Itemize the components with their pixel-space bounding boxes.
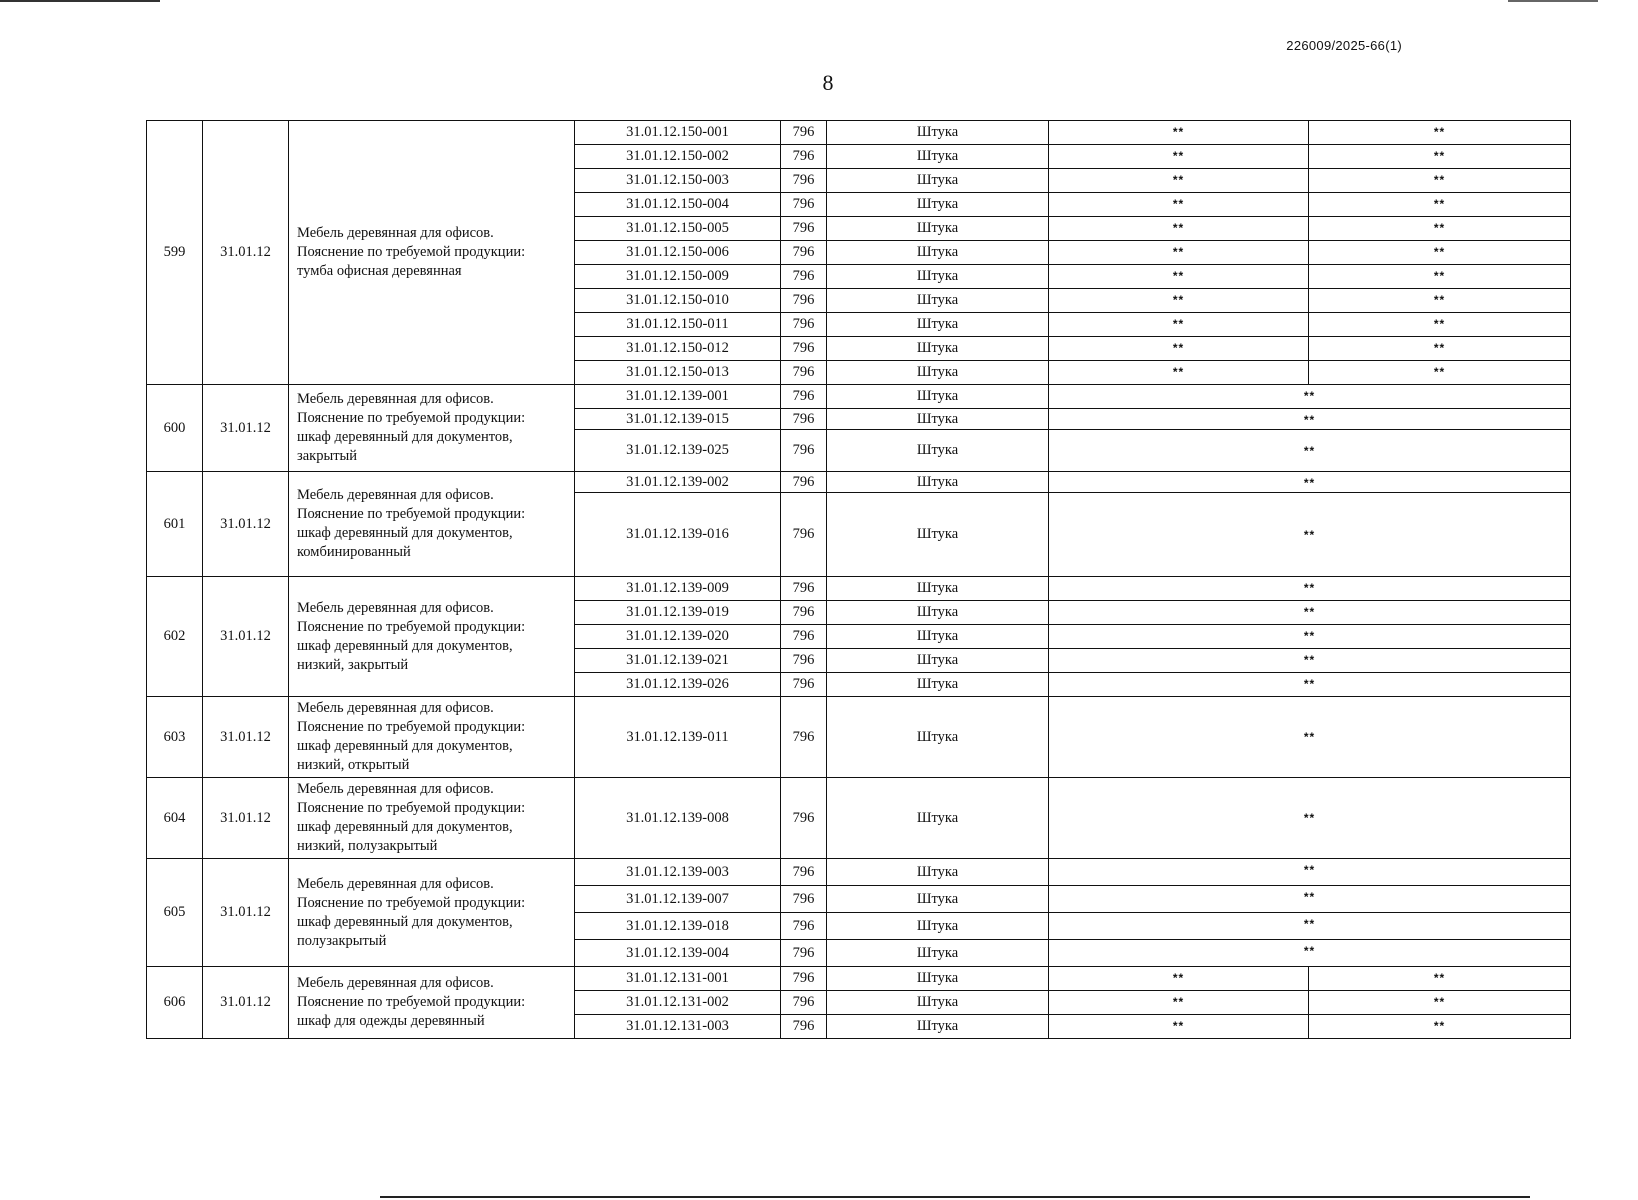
product-description xyxy=(289,121,575,385)
okei-code: 796 xyxy=(781,289,827,313)
value-placeholder: ** xyxy=(1049,472,1571,493)
description-line: Пояснение по требуемой продукции: xyxy=(297,410,526,426)
value-placeholder: ** xyxy=(1049,493,1571,577)
value-placeholder: ** xyxy=(1049,385,1571,409)
value-placeholder: ** xyxy=(1049,289,1309,313)
row-number: 604 xyxy=(147,778,203,859)
okpd-code: 31.01.12 xyxy=(203,577,289,697)
value-placeholder: ** xyxy=(1049,859,1571,886)
unit-name: Штука xyxy=(827,145,1049,169)
unit-name: Штука xyxy=(827,409,1049,430)
row-number: 605 xyxy=(147,859,203,967)
value-placeholder: ** xyxy=(1309,991,1571,1015)
description-line: Пояснение по требуемой продукции: xyxy=(297,506,526,522)
value-placeholder: ** xyxy=(1049,265,1309,289)
description-line: шкаф деревянный для документов, xyxy=(297,738,513,754)
product-description xyxy=(289,385,575,472)
unit-name: Штука xyxy=(827,940,1049,967)
table-row xyxy=(147,859,1571,886)
unit-name: Штука xyxy=(827,991,1049,1015)
scan-edge-line xyxy=(0,0,160,2)
unit-name: Штука xyxy=(827,472,1049,493)
value-placeholder: ** xyxy=(1049,1015,1309,1039)
okei-code: 796 xyxy=(781,361,827,385)
description-line: Пояснение по требуемой продукции: xyxy=(297,618,526,635)
value-placeholder: ** xyxy=(1049,313,1309,337)
value-placeholder: ** xyxy=(1309,265,1571,289)
unit-name: Штука xyxy=(827,193,1049,217)
okei-code: 796 xyxy=(781,913,827,940)
description-line: шкаф для одежды деревянный xyxy=(297,1013,485,1029)
description-line: закрытый xyxy=(297,448,358,464)
okei-code: 796 xyxy=(781,241,827,265)
description-line: Мебель деревянная для офисов. xyxy=(297,225,494,241)
product-description xyxy=(289,472,575,577)
okpd-code: 31.01.12 xyxy=(203,385,289,472)
unit-name: Штука xyxy=(827,217,1049,241)
okei-code: 796 xyxy=(781,193,827,217)
unit-name: Штука xyxy=(827,625,1049,649)
unit-name: Штука xyxy=(827,169,1049,193)
ktru-code: 31.01.12.139-015 xyxy=(575,409,781,430)
value-placeholder: ** xyxy=(1049,673,1571,697)
unit-name: Штука xyxy=(827,1015,1049,1039)
value-placeholder: ** xyxy=(1309,967,1571,991)
value-placeholder: ** xyxy=(1309,217,1571,241)
unit-name: Штука xyxy=(827,673,1049,697)
value-placeholder: ** xyxy=(1049,778,1571,859)
unit-name: Штука xyxy=(827,859,1049,886)
description-line: Мебель деревянная для офисов. xyxy=(297,975,494,991)
description-line: Мебель деревянная для офисов. xyxy=(297,391,494,407)
description-line: шкаф деревянный для документов, xyxy=(297,637,513,654)
ktru-code: 31.01.12.139-007 xyxy=(575,886,781,913)
value-placeholder: ** xyxy=(1049,601,1571,625)
value-placeholder: ** xyxy=(1049,649,1571,673)
product-description xyxy=(289,778,575,859)
ktru-code: 31.01.12.131-003 xyxy=(575,1015,781,1039)
description-line: полузакрытый xyxy=(297,932,387,949)
product-description xyxy=(289,697,575,778)
description-line: Пояснение по требуемой продукции: xyxy=(297,800,526,816)
value-placeholder: ** xyxy=(1049,409,1571,430)
unit-name: Штука xyxy=(827,385,1049,409)
row-number: 601 xyxy=(147,472,203,577)
ktru-code: 31.01.12.139-018 xyxy=(575,913,781,940)
okei-code: 796 xyxy=(781,430,827,472)
description-line: Пояснение по требуемой продукции: xyxy=(297,894,526,911)
okei-code: 796 xyxy=(781,778,827,859)
okpd-code: 31.01.12 xyxy=(203,121,289,385)
value-placeholder: ** xyxy=(1309,145,1571,169)
table-row xyxy=(147,577,1571,601)
product-description xyxy=(289,859,575,967)
table-body xyxy=(147,121,1571,1039)
row-number: 602 xyxy=(147,577,203,697)
description-line: комбинированный xyxy=(297,544,411,560)
ktru-code: 31.01.12.150-004 xyxy=(575,193,781,217)
ktru-code: 31.01.12.139-008 xyxy=(575,778,781,859)
ktru-code: 31.01.12.150-003 xyxy=(575,169,781,193)
table-row xyxy=(147,697,1571,778)
value-placeholder: ** xyxy=(1049,577,1571,601)
description-line: Мебель деревянная для офисов. xyxy=(297,599,494,616)
value-placeholder: ** xyxy=(1049,121,1309,145)
page-number: 8 xyxy=(822,70,834,95)
ktru-code: 31.01.12.139-009 xyxy=(575,577,781,601)
value-placeholder: ** xyxy=(1049,625,1571,649)
value-placeholder: ** xyxy=(1049,169,1309,193)
row-number: 603 xyxy=(147,697,203,778)
ktru-code: 31.01.12.139-011 xyxy=(575,697,781,778)
value-placeholder: ** xyxy=(1309,1015,1571,1039)
value-placeholder: ** xyxy=(1049,967,1309,991)
description-line: шкаф деревянный для документов, xyxy=(297,525,513,541)
description-line: Пояснение по требуемой продукции: xyxy=(297,719,526,735)
description-line: Мебель деревянная для офисов. xyxy=(297,700,494,716)
unit-name: Штука xyxy=(827,697,1049,778)
description-line: Пояснение по требуемой продукции: xyxy=(297,244,526,260)
row-number: 599 xyxy=(147,121,203,385)
okei-code: 796 xyxy=(781,577,827,601)
unit-name: Штука xyxy=(827,886,1049,913)
unit-name: Штука xyxy=(827,361,1049,385)
ktru-code: 31.01.12.150-009 xyxy=(575,265,781,289)
okei-code: 796 xyxy=(781,217,827,241)
okpd-code: 31.01.12 xyxy=(203,697,289,778)
description-line: шкаф деревянный для документов, xyxy=(297,913,513,930)
okei-code: 796 xyxy=(781,940,827,967)
value-placeholder: ** xyxy=(1049,145,1309,169)
value-placeholder: ** xyxy=(1049,913,1571,940)
okei-code: 796 xyxy=(781,601,827,625)
okei-code: 796 xyxy=(781,1015,827,1039)
value-placeholder: ** xyxy=(1049,940,1571,967)
ktru-code: 31.01.12.139-001 xyxy=(575,385,781,409)
value-placeholder: ** xyxy=(1049,430,1571,472)
table-row xyxy=(147,121,1571,145)
ktru-code: 31.01.12.139-003 xyxy=(575,859,781,886)
okei-code: 796 xyxy=(781,265,827,289)
okei-code: 796 xyxy=(781,967,827,991)
ktru-code: 31.01.12.150-012 xyxy=(575,337,781,361)
ktru-code: 31.01.12.150-006 xyxy=(575,241,781,265)
row-number: 600 xyxy=(147,385,203,472)
okei-code: 796 xyxy=(781,337,827,361)
scan-edge-line xyxy=(380,1196,1530,1198)
value-placeholder: ** xyxy=(1049,991,1309,1015)
okei-code: 796 xyxy=(781,859,827,886)
ktru-code: 31.01.12.139-016 xyxy=(575,493,781,577)
value-placeholder: ** xyxy=(1309,121,1571,145)
okei-code: 796 xyxy=(781,991,827,1015)
table-row xyxy=(147,385,1571,409)
ktru-code: 31.01.12.150-002 xyxy=(575,145,781,169)
document-number: 226009/2025-66(1) xyxy=(1286,38,1402,53)
unit-name: Штука xyxy=(827,493,1049,577)
table-row xyxy=(147,778,1571,859)
okei-code: 796 xyxy=(781,886,827,913)
okei-code: 796 xyxy=(781,121,827,145)
ktru-code: 31.01.12.139-002 xyxy=(575,472,781,493)
product-description xyxy=(289,577,575,697)
unit-name: Штука xyxy=(827,601,1049,625)
description-line: Пояснение по требуемой продукции: xyxy=(297,994,526,1010)
row-number: 606 xyxy=(147,967,203,1039)
unit-name: Штука xyxy=(827,337,1049,361)
value-placeholder: ** xyxy=(1049,217,1309,241)
ktru-code: 31.01.12.139-004 xyxy=(575,940,781,967)
ktru-code: 31.01.12.139-021 xyxy=(575,649,781,673)
okei-code: 796 xyxy=(781,169,827,193)
product-description xyxy=(289,967,575,1039)
unit-name: Штука xyxy=(827,313,1049,337)
ktru-code: 31.01.12.150-011 xyxy=(575,313,781,337)
ktru-code: 31.01.12.139-019 xyxy=(575,601,781,625)
value-placeholder: ** xyxy=(1309,289,1571,313)
okei-code: 796 xyxy=(781,673,827,697)
value-placeholder: ** xyxy=(1309,313,1571,337)
value-placeholder: ** xyxy=(1049,886,1571,913)
unit-name: Штука xyxy=(827,649,1049,673)
okei-code: 796 xyxy=(781,409,827,430)
unit-name: Штука xyxy=(827,430,1049,472)
value-placeholder: ** xyxy=(1049,361,1309,385)
okei-code: 796 xyxy=(781,697,827,778)
value-placeholder: ** xyxy=(1309,337,1571,361)
ktru-code: 31.01.12.139-026 xyxy=(575,673,781,697)
okpd-code: 31.01.12 xyxy=(203,859,289,967)
ktru-code: 31.01.12.150-001 xyxy=(575,121,781,145)
okpd-code: 31.01.12 xyxy=(203,967,289,1039)
ktru-code: 31.01.12.150-005 xyxy=(575,217,781,241)
okei-code: 796 xyxy=(781,472,827,493)
value-placeholder: ** xyxy=(1309,169,1571,193)
okpd-code: 31.01.12 xyxy=(203,778,289,859)
okei-code: 796 xyxy=(781,385,827,409)
value-placeholder: ** xyxy=(1049,241,1309,265)
okei-code: 796 xyxy=(781,493,827,577)
description-line: шкаф деревянный для документов, xyxy=(297,429,513,445)
table-row xyxy=(147,967,1571,991)
table-row xyxy=(147,472,1571,493)
ktru-code: 31.01.12.139-020 xyxy=(575,625,781,649)
description-line: низкий, закрытый xyxy=(297,656,409,673)
ktru-code: 31.01.12.150-010 xyxy=(575,289,781,313)
description-line: низкий, открытый xyxy=(297,757,410,773)
value-placeholder: ** xyxy=(1309,193,1571,217)
okei-code: 796 xyxy=(781,313,827,337)
ktru-code: 31.01.12.139-025 xyxy=(575,430,781,472)
unit-name: Штука xyxy=(827,577,1049,601)
description-line: Мебель деревянная для офисов. xyxy=(297,875,494,892)
products-table xyxy=(146,120,1571,1039)
okpd-code: 31.01.12 xyxy=(203,472,289,577)
unit-name: Штука xyxy=(827,265,1049,289)
okei-code: 796 xyxy=(781,649,827,673)
unit-name: Штука xyxy=(827,121,1049,145)
ktru-code: 31.01.12.131-002 xyxy=(575,991,781,1015)
description-line: Мебель деревянная для офисов. xyxy=(297,781,494,797)
description-line: Мебель деревянная для офисов. xyxy=(297,487,494,503)
description-line: тумба офисная деревянная xyxy=(297,263,462,279)
unit-name: Штука xyxy=(827,967,1049,991)
unit-name: Штука xyxy=(827,241,1049,265)
value-placeholder: ** xyxy=(1309,241,1571,265)
okei-code: 796 xyxy=(781,625,827,649)
value-placeholder: ** xyxy=(1049,697,1571,778)
ktru-code: 31.01.12.150-013 xyxy=(575,361,781,385)
unit-name: Штука xyxy=(827,289,1049,313)
unit-name: Штука xyxy=(827,778,1049,859)
value-placeholder: ** xyxy=(1049,337,1309,361)
scan-edge-line xyxy=(1508,0,1598,2)
okei-code: 796 xyxy=(781,145,827,169)
unit-name: Штука xyxy=(827,913,1049,940)
value-placeholder: ** xyxy=(1309,361,1571,385)
value-placeholder: ** xyxy=(1049,193,1309,217)
description-line: низкий, полузакрытый xyxy=(297,838,438,854)
description-line: шкаф деревянный для документов, xyxy=(297,819,513,835)
ktru-code: 31.01.12.131-001 xyxy=(575,967,781,991)
